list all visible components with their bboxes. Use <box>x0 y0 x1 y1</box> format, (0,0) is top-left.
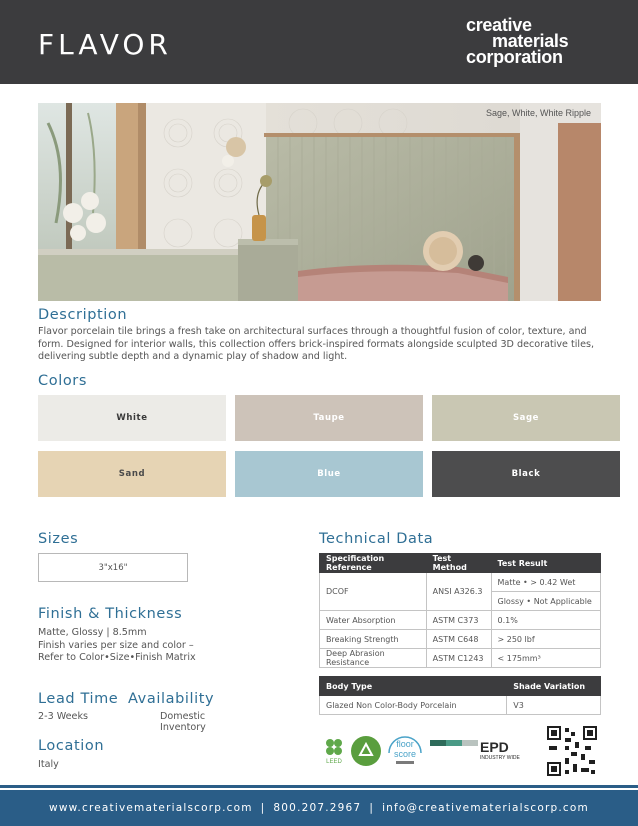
recycle-logo <box>350 735 382 767</box>
lead-time-heading: Lead Time <box>38 691 119 707</box>
header-bar <box>0 0 638 84</box>
location-heading: Location <box>38 738 105 754</box>
dcof-spec: DCOF <box>320 573 427 611</box>
row-result: > 250 lbf <box>491 630 601 649</box>
body-header-row <box>320 677 601 696</box>
color-swatch-sage: Sage <box>432 395 620 441</box>
hero-caption: Sage, White, White Ripple <box>485 108 591 118</box>
finish-line-1: Matte, Glossy | 8.5mm <box>38 627 147 638</box>
leed-label: LEED <box>326 759 342 765</box>
finish-heading: Finish & Thickness <box>38 606 183 622</box>
floorscore-logo <box>386 733 424 769</box>
finish-line-2: Finish varies per size and color – <box>38 640 194 651</box>
description-heading: Description <box>38 307 128 323</box>
availability-heading: Availability <box>128 691 215 707</box>
size-option: 3"x16" <box>38 553 188 582</box>
row-method: ASTM C648 <box>426 630 491 649</box>
qr-code <box>545 724 599 778</box>
finish-line-3: Refer to Color•Size•Finish Matrix <box>38 652 196 663</box>
footer-separator: | <box>260 802 266 814</box>
company-logo <box>466 16 596 68</box>
availability-line-1: Domestic <box>160 711 206 722</box>
color-swatch-black: Black <box>432 451 620 497</box>
epd-logo <box>430 738 522 762</box>
footer-divider <box>0 785 638 788</box>
shade-variation-value: V3 <box>507 696 601 715</box>
table-row <box>320 573 601 592</box>
logo-line-2: materials <box>492 31 569 51</box>
header-result: Test Result <box>491 554 601 573</box>
location-value: Italy <box>38 759 59 770</box>
hero-image <box>38 103 601 301</box>
row-method: ASTM C1243 <box>426 649 491 668</box>
footer-email-link[interactable]: info@creativematerialscorp.com <box>382 802 589 814</box>
color-swatch-blue: Blue <box>235 451 423 497</box>
technical-table <box>319 553 601 668</box>
dcof-result-glossy: Glossy • Not Applicable <box>491 592 601 611</box>
sizes-heading: Sizes <box>38 531 79 547</box>
body-type-table <box>319 676 601 715</box>
header-body-type: Body Type <box>320 677 507 696</box>
table-row <box>320 611 601 630</box>
header-shade-variation: Shade Variation <box>507 677 601 696</box>
logo-line-1: creative <box>466 15 532 35</box>
leed-logo <box>322 735 346 767</box>
footer-phone[interactable]: 800.207.2967 <box>273 802 362 814</box>
availability-line-2: Inventory <box>160 722 206 733</box>
table-row <box>320 630 601 649</box>
dcof-method: ANSI A326.3 <box>426 573 491 611</box>
description-text: Flavor porcelain tile brings a fresh take on architectural surfaces through a thoughtful fusion of color, texture, and form. Designed for interior walls, this collection offers brick-inspired formats alongside sculpted 3D decorative tiles, delivering subtle depth and a dynamic play of shadow and light. <box>38 326 595 362</box>
row-result: < 175mm³ <box>491 649 601 668</box>
row-spec: Water Absorption <box>320 611 427 630</box>
color-swatch-sand: Sand <box>38 451 226 497</box>
row-spec: Breaking Strength <box>320 630 427 649</box>
row-spec: Deep Abrasion Resistance <box>320 649 427 668</box>
table-row <box>320 696 601 715</box>
header-method: Test Method <box>426 554 491 573</box>
technical-heading: Technical Data <box>319 531 434 547</box>
dcof-result-matte: Matte • > 0.42 Wet <box>491 573 601 592</box>
table-row <box>320 649 601 668</box>
logo-line-3: corporation <box>466 47 563 67</box>
row-result: 0.1% <box>491 611 601 630</box>
color-swatch-white: White <box>38 395 226 441</box>
floorscore-label-2: score <box>393 749 417 759</box>
row-method: ASTM C373 <box>426 611 491 630</box>
lead-time-value: 2-3 Weeks <box>38 711 89 722</box>
technical-header-row <box>320 554 601 573</box>
room-illustration <box>38 103 601 301</box>
colors-heading: Colors <box>38 373 88 389</box>
epd-label: EPD <box>480 739 509 755</box>
page-title: FLAVOR <box>38 28 172 61</box>
floorscore-label-1: floor <box>396 739 414 749</box>
header-spec: Specification Reference <box>320 554 427 573</box>
footer-bar <box>0 790 638 826</box>
footer-website-link[interactable]: www.creativematerialscorp.com <box>49 802 253 814</box>
footer-separator: | <box>369 802 375 814</box>
epd-sublabel: INDUSTRY WIDE <box>480 755 520 761</box>
color-swatch-taupe: Taupe <box>235 395 423 441</box>
body-type-value: Glazed Non Color-Body Porcelain <box>320 696 507 715</box>
